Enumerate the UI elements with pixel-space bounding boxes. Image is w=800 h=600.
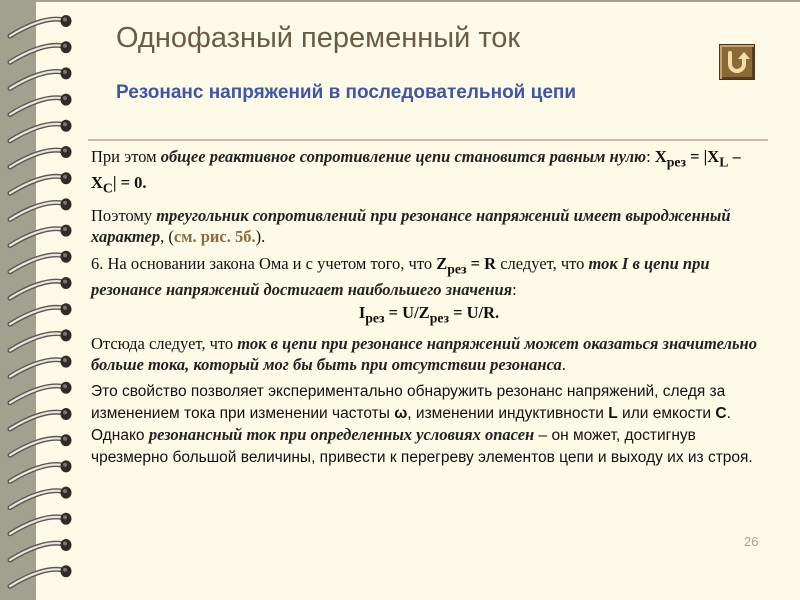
u-turn-arrow-icon bbox=[724, 49, 750, 75]
page-number: 26 bbox=[744, 534, 759, 549]
divider bbox=[88, 139, 768, 141]
spiral-binding-icon bbox=[0, 0, 90, 600]
paragraph-triangle: Поэтому треугольник сопротивлений при резонансе напряжений имеет выродженный характер, (см. рис. 5б.). bbox=[91, 205, 731, 246]
paragraph-property: Это свойство позволяет экспериментально обнаружить резонанс напряжений, следя за изменением тока при изменении частоты ω, изменении индуктивности L или емкости С. Однако резонансный ток при определенных условиях опасен – он может, достигнув чрезмерно большой величины, привести к перегреву элементов цепи и выходу их из строя. bbox=[91, 383, 753, 466]
slide-title: Однофазный переменный ток bbox=[116, 22, 521, 54]
formula-current: $I_{рез} = U/Z_{рез} = U/R$. bbox=[358, 302, 500, 326]
paragraph-ohm-law: 6. На основании закона Ома и с учетом того, что $Z_{рез} = R$ следует, что ток I в цепи при резонансе напряжений достигает наибольшего значения: bbox=[91, 253, 710, 299]
paragraph-consequence: Отсюда следует, что ток в цепи при резонансе напряжений может оказаться значительно больше тока, который мог бы быть при отсутствии резонанса. bbox=[91, 334, 757, 375]
slide-body bbox=[91, 146, 767, 474]
slide-subtitle: Резонанс напряжений в последовательной цепи bbox=[116, 82, 577, 103]
paragraph-reactance: При этом общее реактивное сопротивление цепи становится равным нулю: $X_{рез} = |X_L - X_C| = 0$. bbox=[91, 147, 741, 196]
back-button[interactable] bbox=[719, 44, 755, 80]
figure-reference-link[interactable]: см. рис. 5б. bbox=[173, 226, 256, 246]
